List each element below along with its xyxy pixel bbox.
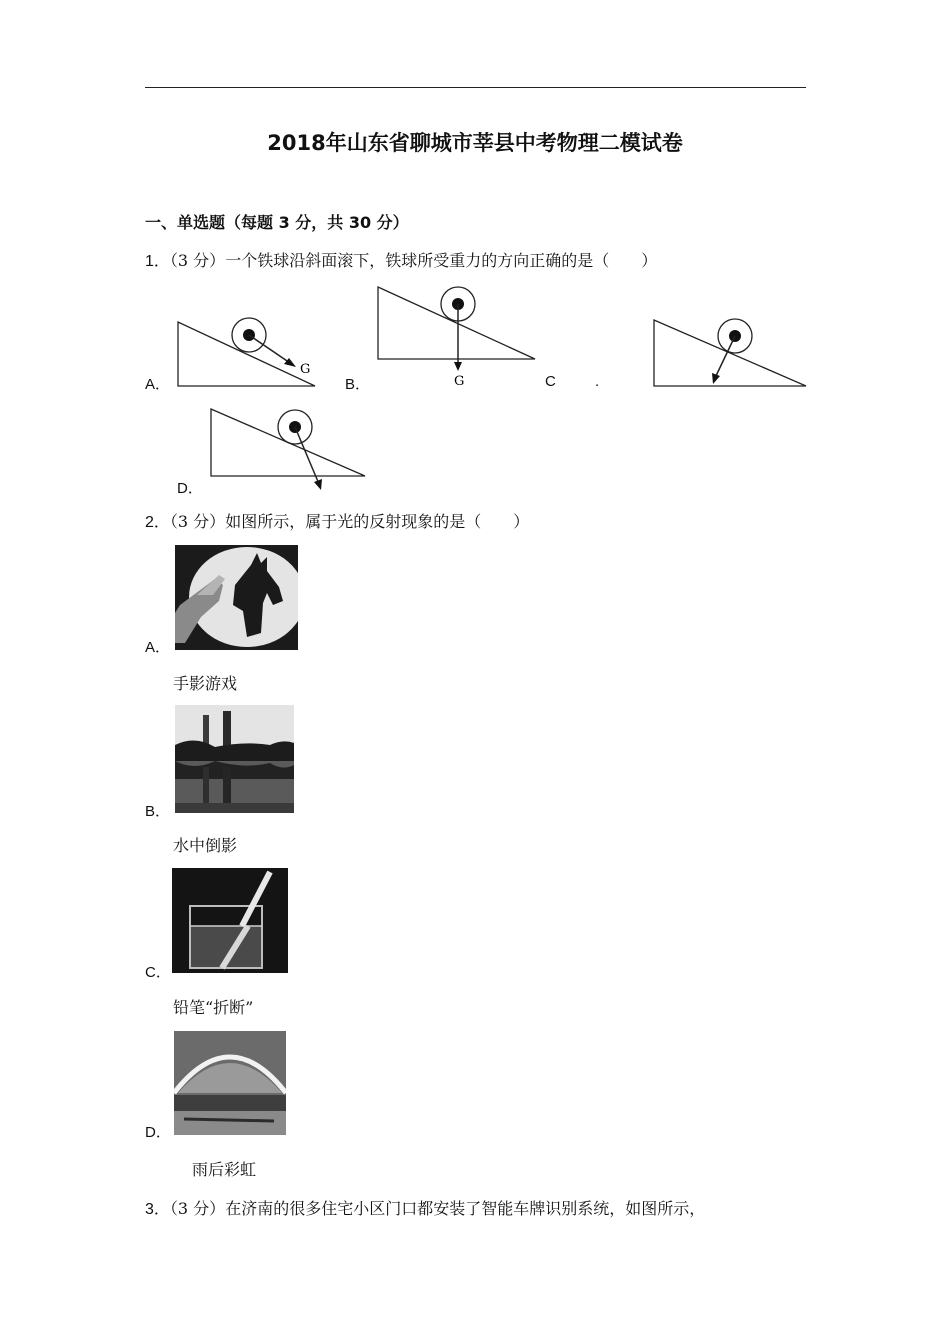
water-reflection-image bbox=[175, 705, 294, 813]
question-score: （3 分） bbox=[169, 1199, 226, 1218]
question-text: 一个铁球沿斜面滚下，铁球所受重力的方向正确的是（ ） bbox=[225, 251, 658, 270]
question-number: 2． bbox=[145, 514, 170, 531]
question-2 bbox=[145, 509, 529, 532]
q2-option-a-label: A． bbox=[145, 639, 171, 656]
rainbow-drawing bbox=[174, 1031, 286, 1135]
rainbow-image bbox=[174, 1031, 286, 1135]
q2-option-b-label: B． bbox=[145, 803, 171, 820]
question-number: 1． bbox=[145, 253, 170, 270]
question-text: 如图所示，属于光的反射现象的是（ ） bbox=[225, 512, 530, 531]
question-text: 在济南的很多住宅小区门口都安装了智能车牌识别系统，如图所示， bbox=[225, 1199, 706, 1218]
incline-triangle bbox=[378, 287, 535, 359]
question-number: 3． bbox=[145, 1201, 170, 1218]
bent-pencil-drawing bbox=[172, 868, 288, 973]
option-c-diagram bbox=[645, 312, 815, 392]
question-score: （3 分） bbox=[169, 251, 226, 270]
option-b-diagram bbox=[370, 282, 545, 392]
force-label: G bbox=[454, 374, 465, 389]
hand-shadow-drawing bbox=[175, 545, 298, 650]
question-1 bbox=[145, 248, 657, 271]
option-c-label: C bbox=[545, 373, 556, 390]
incline-triangle bbox=[654, 320, 806, 386]
option-a-label: A． bbox=[145, 376, 171, 393]
water-reflection-drawing bbox=[175, 705, 294, 813]
header-rule bbox=[145, 87, 806, 88]
arrow-head bbox=[314, 479, 322, 490]
force-label: G bbox=[300, 362, 311, 377]
q2-option-b-caption: 水中倒影 bbox=[173, 836, 238, 855]
force-arrow bbox=[715, 336, 735, 378]
option-b-label: B． bbox=[345, 376, 371, 393]
q2-option-d-label: D． bbox=[145, 1124, 171, 1141]
page-title: 2018年山东省聊城市莘县中考物理二模试卷 bbox=[267, 131, 683, 155]
bent-pencil-image bbox=[172, 868, 288, 973]
q2-option-d-caption: 雨后彩虹 bbox=[192, 1160, 257, 1179]
arrow-head bbox=[712, 373, 720, 384]
section-heading: 一、单选题（每题 3 分，共 30 分） bbox=[145, 213, 409, 232]
question-3 bbox=[145, 1196, 705, 1219]
option-d-label: D． bbox=[177, 480, 203, 497]
option-c-dot: . bbox=[595, 373, 600, 390]
question-score: （3 分） bbox=[169, 512, 226, 531]
q2-option-a-caption: 手影游戏 bbox=[173, 674, 238, 693]
arrow-head bbox=[454, 362, 462, 371]
option-d-diagram bbox=[205, 405, 375, 495]
option-a-diagram bbox=[170, 310, 330, 392]
hand-shadow-image bbox=[175, 545, 298, 650]
q2-option-c-label: C． bbox=[145, 964, 171, 981]
q2-option-c-caption: 铅笔“折断” bbox=[173, 998, 254, 1017]
